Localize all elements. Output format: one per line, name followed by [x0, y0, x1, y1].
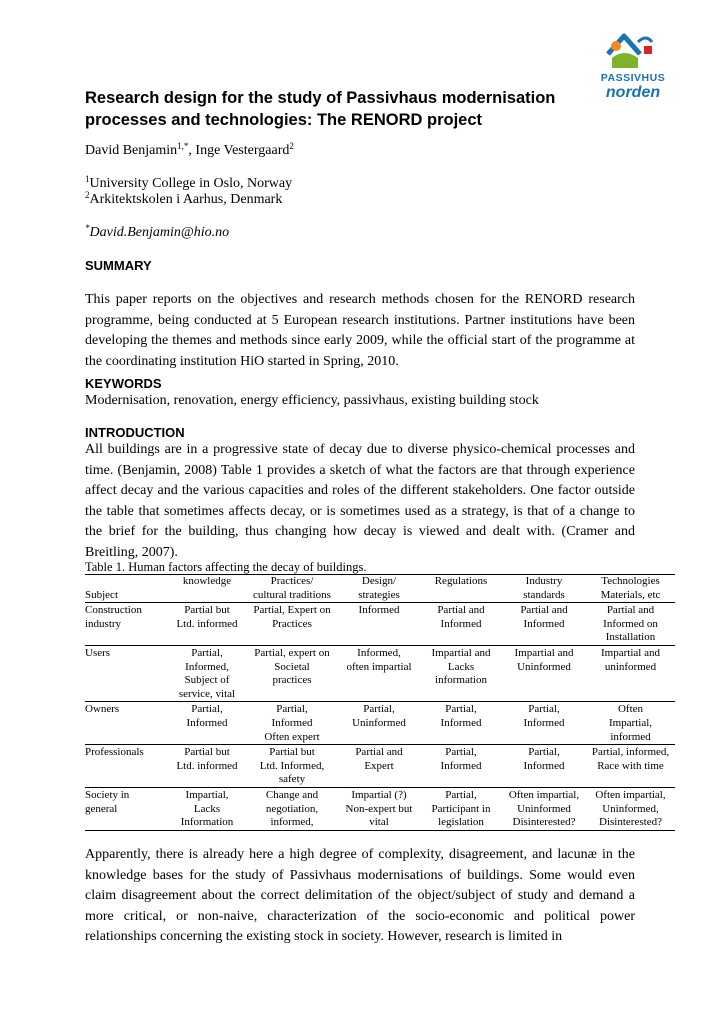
- logo-line1: PASSIVHUS: [600, 72, 666, 84]
- table-cell: Partial and: [586, 603, 675, 618]
- contact-email: [85, 225, 229, 241]
- table-cell: [85, 661, 168, 675]
- table-cell: [420, 731, 502, 745]
- table-cell: Partial but: [168, 603, 246, 618]
- table-cell: Partial but: [168, 745, 246, 760]
- author-1-sup: 1,*: [177, 141, 189, 151]
- table-cell: [338, 688, 420, 702]
- closing-text: Apparently, there is already here a high degree of complexity, disagreement, and lacunæ in the knowledge bases for the study of Passivhaus modernisations of buildings. Some would even claim disagreement about the correct delimitation of the object/subject of study and demand a more critical, or non-naive, characterization of the socio-economic and political power relationships concerning the existing stock in society. However, research is limited in: [85, 847, 635, 945]
- decay-factors-table: [85, 574, 675, 831]
- table-cell: Disinterested?: [586, 816, 675, 830]
- table-cell: Partial,: [168, 645, 246, 660]
- table-cell: Informed: [523, 716, 565, 729]
- summary-text: This paper reports on the objectives and research methods chosen for the RENORD research programme, being conducted at 5 European research institutions. Partner institutions have been developing the themes and methods since early 2009, while the official start of the programme at the coordinating institution HiO started in Spring, 2010.: [85, 292, 635, 369]
- table-cell: [85, 674, 168, 688]
- table-cell: uninformed: [604, 660, 657, 673]
- table-cell: vital: [338, 816, 420, 830]
- table-cell: Partial, informed,: [586, 745, 675, 760]
- table-cell: information: [435, 674, 487, 687]
- table-cell: Informed: [271, 716, 313, 729]
- table-cell: [420, 589, 502, 603]
- paper-title: Research design for the study of Passivhaus modernisation processes and technologies: The RENORD project: [85, 89, 556, 129]
- table-cell: Partial,: [168, 702, 246, 717]
- table-body: [85, 575, 675, 831]
- table-cell: Often impartial,: [586, 787, 675, 802]
- table-cell: industry: [85, 617, 122, 630]
- passivhus-norden-logo: [594, 28, 672, 108]
- table-cell: [338, 773, 420, 787]
- table-cell: [338, 731, 420, 745]
- authors: [85, 143, 294, 159]
- table-cell: Partial and: [338, 745, 420, 760]
- introduction-heading: INTRODUCTION: [85, 425, 185, 440]
- table-cell: [85, 688, 168, 702]
- introduction-text: All buildings are in a progressive state of decay due to diverse physico-chemical processes and time. (Benjamin, 2008) Table 1 provides a sketch of what the factors are that through experience affect decay and the various capacities and roles of the different stakeholders. One factor outside the table that sometimes affects decay, or is sometimes used as a strategy, is that of a change to the brief for the building, thus changing how decay is viewed and dealt with. (Cramer and Breitling, 2007).: [85, 442, 635, 560]
- table-cell: Ltd. informed: [176, 759, 238, 772]
- table-cell: Often: [586, 702, 675, 717]
- table-cell: Often impartial,: [502, 787, 586, 802]
- table-row: [85, 787, 675, 802]
- table-row: [85, 745, 675, 760]
- table-cell: Industry: [502, 575, 586, 589]
- table-row: [85, 731, 675, 745]
- table-cell: Practices/: [246, 575, 338, 589]
- email-sup: *: [85, 223, 90, 233]
- table-cell: informed: [610, 730, 651, 743]
- table-cell: practices: [272, 674, 312, 687]
- table-row: [85, 674, 675, 688]
- table-cell: [420, 631, 502, 645]
- table-cell: standards: [523, 588, 565, 601]
- table-cell: Partial,: [246, 702, 338, 717]
- table-cell: safety: [278, 773, 306, 786]
- table-cell: Informed: [523, 617, 565, 630]
- table-cell: [586, 773, 675, 787]
- table-cell: [85, 717, 168, 731]
- table-cell: informed,: [246, 816, 338, 830]
- table-cell: Impartial and: [502, 645, 586, 660]
- email-text: David.Benjamin@hio.no: [89, 225, 230, 240]
- table-cell: Race with time: [597, 759, 664, 772]
- table-cell: [85, 760, 168, 774]
- table-row: [85, 589, 675, 603]
- table-cell: legislation: [420, 816, 502, 830]
- table-cell: [85, 631, 168, 645]
- table-cell: Informed: [440, 716, 482, 729]
- table-cell: Impartial and: [420, 645, 502, 660]
- author-1: David Benjamin: [85, 143, 178, 158]
- table-cell: Partial,: [502, 745, 586, 760]
- table-cell: Disinterested?: [502, 816, 586, 830]
- table-cell: [502, 674, 586, 688]
- affiliation-1-text: University College in Oslo, Norway: [89, 176, 293, 191]
- table-row: [85, 603, 675, 618]
- table-cell: [246, 631, 338, 645]
- table-cell: Construction: [85, 603, 168, 618]
- affiliation-2-sup: 2: [85, 190, 90, 200]
- table-cell: Impartial (?): [338, 787, 420, 802]
- table-cell: Partial,: [420, 745, 502, 760]
- table-cell: Informed: [523, 759, 565, 772]
- table-cell: Professionals: [85, 745, 168, 760]
- table-cell: Practices: [272, 617, 312, 630]
- table-cell: Informed,: [338, 645, 420, 660]
- table-cell: strategies: [358, 588, 400, 601]
- table-cell: Owners: [85, 702, 168, 717]
- table-cell: Lacks: [193, 802, 221, 815]
- table-row: [85, 575, 675, 589]
- table-cell: [502, 631, 586, 645]
- table-cell: [502, 773, 586, 787]
- table-cell: [420, 688, 502, 702]
- table-cell: [85, 731, 168, 745]
- table-cell: [168, 631, 246, 645]
- table-cell: Informed: [440, 759, 482, 772]
- table-cell: [85, 575, 168, 589]
- table-cell: cultural traditions: [253, 588, 331, 601]
- table-row: [85, 631, 675, 645]
- table-cell: Expert: [364, 759, 394, 772]
- table-cell: Materials, etc: [600, 588, 661, 601]
- table-cell: Often expert: [264, 730, 320, 743]
- table-row: [85, 688, 675, 702]
- table-cell: [85, 773, 168, 787]
- table-cell: Design/: [338, 575, 420, 589]
- keywords-heading: KEYWORDS: [85, 376, 162, 391]
- table-cell: knowledge: [168, 575, 246, 589]
- table-cell: Ltd. Informed,: [259, 759, 325, 772]
- table-cell: Participant in: [431, 802, 491, 815]
- table-cell: Partial, expert on: [246, 645, 338, 660]
- table-cell: Users: [85, 645, 168, 660]
- table-caption: Table 1. Human factors affecting the decay of buildings.: [85, 560, 367, 574]
- table-cell: Change and: [246, 787, 338, 802]
- table-cell: [338, 674, 420, 688]
- table-cell: Partial but: [246, 745, 338, 760]
- table-cell: Partial,: [502, 702, 586, 717]
- table-cell: [338, 631, 420, 645]
- table-row: [85, 773, 675, 787]
- table-cell: [168, 731, 246, 745]
- table-row: [85, 702, 675, 717]
- logo-line2: norden: [605, 84, 661, 101]
- table-cell: negotiation,: [265, 802, 319, 815]
- table-cell: [420, 773, 502, 787]
- table-row: [85, 816, 675, 830]
- table-cell: [586, 674, 675, 688]
- table-cell: Lacks: [447, 660, 475, 673]
- table-cell: Societal: [274, 660, 310, 673]
- table-cell: Partial and: [420, 603, 502, 618]
- table-cell: [502, 731, 586, 745]
- table-cell: Uninformed: [352, 716, 406, 729]
- affiliation-1: [85, 176, 292, 192]
- table-row: [85, 645, 675, 660]
- table-row: [85, 803, 675, 817]
- table-cell: Non-expert but: [345, 802, 413, 815]
- keywords-text: Modernisation, renovation, energy efficiency, passivhaus, existing building stock: [85, 393, 539, 408]
- table-cell: Impartial,: [168, 787, 246, 802]
- table-cell: Partial,: [420, 702, 502, 717]
- table-cell: Partial, Expert on: [246, 603, 338, 618]
- table-cell: Impartial and: [586, 645, 675, 660]
- table-cell: Informed: [440, 617, 482, 630]
- table-cell: [586, 688, 675, 702]
- affiliation-2-text: Arkitektskolen i Aarhus, Denmark: [89, 192, 283, 207]
- author-2-sup: 2: [289, 141, 294, 151]
- table-cell: Partial and: [502, 603, 586, 618]
- affiliation-1-sup: 1: [85, 174, 90, 184]
- table-cell: [168, 773, 246, 787]
- table-row: [85, 618, 675, 632]
- table-cell: Informed on: [603, 617, 658, 630]
- table-cell: general: [85, 802, 118, 815]
- table-cell: Technologies: [586, 575, 675, 589]
- table-cell: Ltd. informed: [176, 617, 238, 630]
- table-cell: service, vital: [178, 687, 236, 700]
- table-cell: Informed: [338, 603, 420, 618]
- table-cell: Society in: [85, 787, 168, 802]
- table-cell: [85, 816, 168, 830]
- table-cell: Subject of: [184, 674, 230, 687]
- table-cell: Regulations: [420, 575, 502, 589]
- table-cell: Impartial,: [608, 716, 653, 729]
- table-cell: Subject: [85, 588, 118, 601]
- table-row: [85, 661, 675, 675]
- table-cell: Uninformed: [517, 802, 571, 815]
- table-cell: often impartial: [346, 660, 412, 673]
- table-cell: [246, 688, 338, 702]
- table-cell: Uninformed,: [602, 802, 659, 815]
- table-cell: Partial,: [338, 702, 420, 717]
- table-row: [85, 717, 675, 731]
- table-cell: [338, 618, 420, 632]
- table-cell: Information: [168, 816, 246, 830]
- table-cell: Installation: [605, 631, 656, 644]
- table-cell: Informed,: [185, 660, 229, 673]
- table-cell: Informed: [186, 716, 228, 729]
- table-cell: Uninformed: [517, 660, 571, 673]
- affiliation-2: [85, 192, 282, 208]
- house-icon: [594, 28, 672, 74]
- author-sep: , Inge Vestergaard: [188, 143, 290, 158]
- summary-heading: SUMMARY: [85, 258, 152, 273]
- table-cell: [502, 688, 586, 702]
- table-cell: [168, 589, 246, 603]
- table-cell: Partial,: [420, 787, 502, 802]
- table-row: [85, 760, 675, 774]
